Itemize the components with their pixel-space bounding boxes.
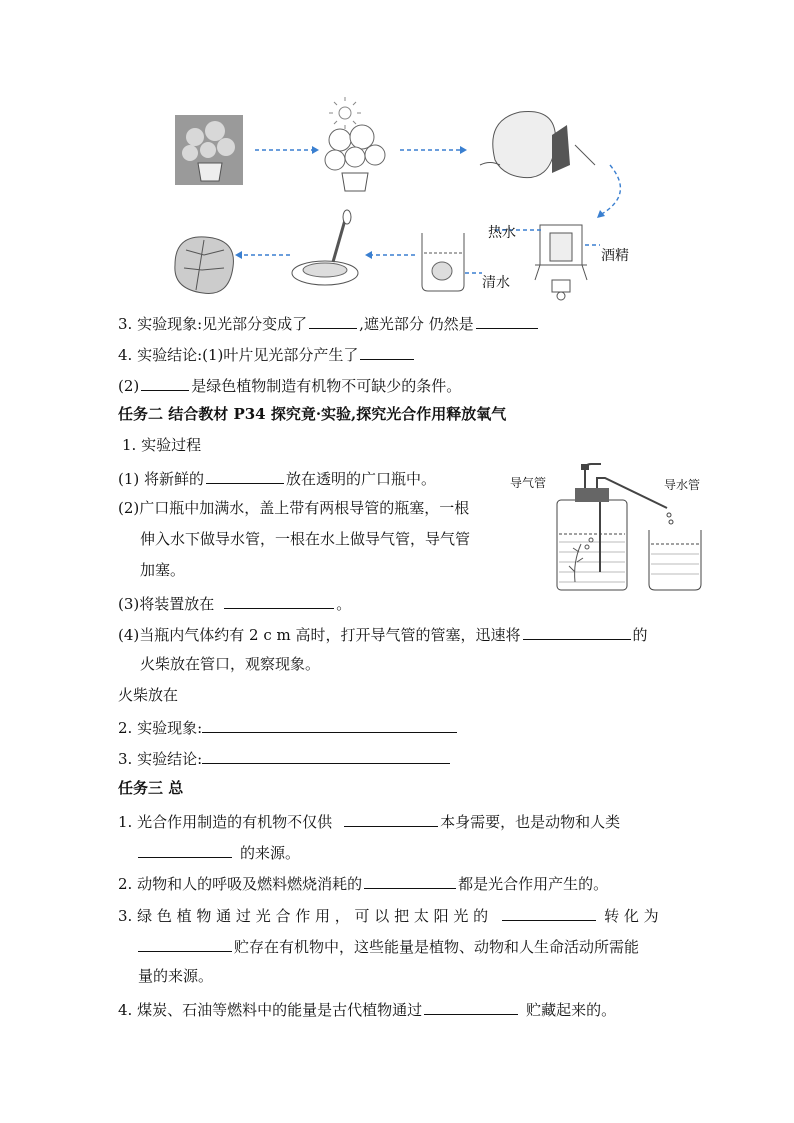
blank[interactable] (309, 312, 357, 329)
task1-item3: 3. 实验现象:见光部分变成了 ,遮光部分 仍然是 (118, 312, 540, 334)
blank[interactable] (344, 810, 438, 827)
task2-step2-l2: 伸入水下做导水管，一根在水上做导气管，导气管 (140, 530, 471, 548)
task3-item1-l2: 的来源。 (138, 841, 300, 863)
task2-step2-l1: (2)广口瓶中加满水，盖上带有两根导管的瓶塞，一根 (118, 499, 470, 517)
blank[interactable] (138, 841, 232, 858)
result-leaf-icon (175, 237, 234, 294)
blank[interactable] (206, 467, 284, 484)
petri-dish-icon (292, 210, 358, 285)
blank[interactable] (364, 872, 456, 889)
task3-item3: 3. 绿 色 植 物 通 过 光 合 作 用 ， 可 以 把 太 阳 光 的 转 化 为 (118, 904, 659, 926)
task2-extra: 火柴放在 (118, 686, 179, 704)
label-gas-tube: 导气管 (510, 476, 547, 490)
blank[interactable] (202, 716, 457, 733)
task2-step4: (4)当瓶内气体约有 2 c m 高时，打开导气管的管塞，迅速将 的 (118, 623, 648, 645)
task2-heading: 任务二 结合教材 P34 探究竟·实验,探究光合作用释放氧气 (118, 405, 507, 423)
task3-item4: 4. 煤炭、石油等燃料中的能量是古代植物通过 贮藏起来的。 (118, 998, 616, 1020)
task3-item3-l3: 量的来源。 (138, 967, 214, 985)
label-hot-water: 热水 (488, 225, 516, 241)
task3-item2: 2. 动物和人的呼吸及燃料燃烧消耗的 都是光合作用产生的。 (118, 872, 608, 894)
blank[interactable] (502, 904, 596, 921)
blank[interactable] (202, 747, 450, 764)
task3-item1: 1. 光合作用制造的有机物不仅供 本身需要，也是动物和人类 (118, 810, 620, 832)
blank[interactable] (476, 312, 538, 329)
beaker-leaf-icon (422, 233, 464, 291)
sunlit-plant-icon (325, 97, 385, 191)
task2-step2-l3: 加塞。 (140, 561, 186, 579)
blank[interactable] (424, 998, 518, 1015)
task1-item4-2: (2) 是绿色植物制造有机物不可缺少的条件。 (118, 374, 461, 396)
task3-heading: 任务三 总 (118, 779, 184, 797)
task2-step4-l2: 火柴放在管口，观察现象。 (140, 655, 321, 673)
task1-item4: 4. 实验结论:(1)叶片见光部分产生了 (118, 343, 416, 365)
label-water-tube: 导水管 (664, 478, 701, 492)
blank[interactable] (141, 374, 189, 391)
covered-leaf-icon (480, 111, 595, 177)
task2-step1: (1) 将新鲜的 放在透明的广口瓶中。 (118, 467, 436, 489)
starch-experiment-diagram (160, 95, 650, 305)
task2-conclusion: 3. 实验结论: (118, 747, 452, 769)
water-bath-icon (535, 225, 587, 300)
dark-plant-icon (175, 115, 243, 185)
task3-item3-l2: 贮存在有机物中，这些能量是植物、动物和人生命活动所需能 (138, 935, 639, 957)
label-clear-water: 清水 (482, 275, 510, 291)
blank[interactable] (360, 343, 414, 360)
blank[interactable] (523, 623, 631, 640)
task2-step3: (3)将装置放在 。 (118, 592, 351, 614)
blank[interactable] (138, 935, 232, 952)
blank[interactable] (224, 592, 334, 609)
task2-process-title: 1. 实验过程 (122, 436, 202, 454)
task2-phenomenon: 2. 实验现象: (118, 716, 459, 738)
label-alcohol: 酒精 (601, 248, 629, 264)
